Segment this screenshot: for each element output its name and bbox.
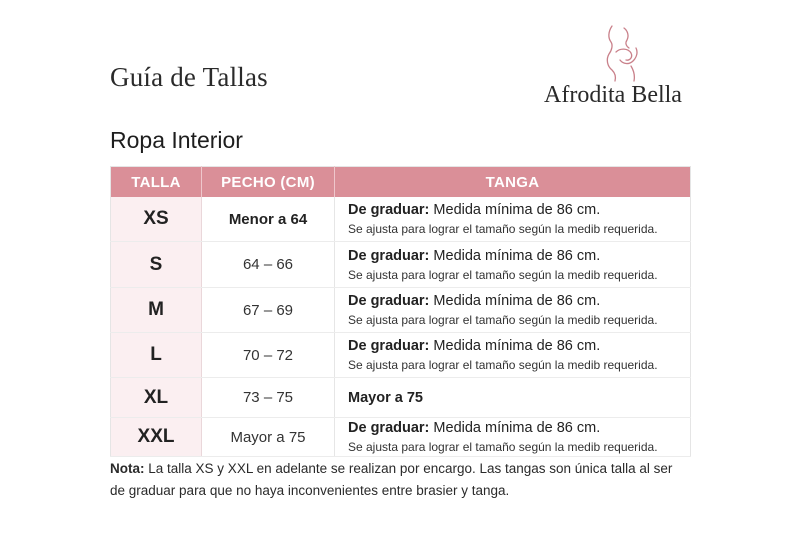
thong-minimum: Medida mínima de 86 cm. bbox=[433, 338, 601, 354]
thong-cell bbox=[335, 333, 691, 378]
chest-cell: 73 – 75 bbox=[202, 378, 335, 418]
chest-cell: 64 – 66 bbox=[202, 242, 335, 288]
thong-cell bbox=[335, 418, 691, 457]
thong-minimum: Medida mínima de 86 cm. bbox=[433, 420, 601, 436]
chest-cell: 67 – 69 bbox=[202, 288, 335, 333]
woman-silhouette-logo-icon bbox=[598, 24, 644, 82]
table-row bbox=[111, 197, 691, 242]
table-row bbox=[111, 242, 691, 288]
chest-cell: 70 – 72 bbox=[202, 333, 335, 378]
column-header-thong: TANGA bbox=[335, 167, 691, 198]
thong-main: Mayor a 75 bbox=[348, 389, 423, 406]
thong-note: Se ajusta para lograr el tamaño según la medib requerida. bbox=[348, 267, 658, 282]
thong-minimum: Medida mínima de 86 cm. bbox=[433, 247, 601, 264]
footnote-label: Nota: bbox=[110, 461, 145, 476]
chest-cell: Mayor a 75 bbox=[202, 418, 335, 457]
table-header-row bbox=[111, 167, 691, 198]
thong-note: Se ajusta para lograr el tamaño según la medib requerida. bbox=[348, 358, 658, 372]
brand-name: Afrodita Bella bbox=[544, 82, 682, 108]
thong-cell bbox=[335, 197, 691, 242]
table-row bbox=[111, 333, 691, 378]
page-title: Guía de Tallas bbox=[110, 62, 268, 92]
thong-cell bbox=[335, 288, 691, 333]
chest-cell: Menor a 64 bbox=[202, 197, 335, 242]
table-row bbox=[111, 288, 691, 333]
thong-cell bbox=[335, 378, 691, 418]
brand-logo bbox=[540, 24, 700, 114]
size-cell: S bbox=[111, 242, 202, 288]
section-title: Ropa Interior bbox=[110, 127, 243, 153]
column-header-chest: PECHO (CM) bbox=[202, 167, 335, 198]
size-cell: XXL bbox=[111, 418, 202, 457]
thong-prefix: De graduar: bbox=[348, 202, 430, 218]
thong-prefix: De graduar: bbox=[348, 247, 430, 264]
thong-minimum: Medida mínima de 86 cm. bbox=[433, 202, 601, 218]
size-cell: L bbox=[111, 333, 202, 378]
thong-prefix: De graduar: bbox=[348, 338, 430, 354]
table-row bbox=[111, 378, 691, 418]
size-cell: XS bbox=[111, 197, 202, 242]
footnote-text: La talla XS y XXL en adelante se realizan por encargo. Las tangas son única talla al ser de graduar para que no haya inconvenientes entre brasier y tanga. bbox=[110, 461, 673, 498]
thong-note: Se ajusta para lograr el tamaño según la medib requerida. bbox=[348, 313, 658, 327]
column-header-size: TALLA bbox=[111, 167, 202, 198]
thong-note: Se ajusta para lograr el tamaño según la medib requerida. bbox=[348, 440, 658, 454]
thong-prefix: De graduar: bbox=[348, 420, 430, 436]
size-table bbox=[110, 166, 691, 457]
table-row bbox=[111, 418, 691, 457]
thong-minimum: Medida mínima de 86 cm. bbox=[433, 293, 601, 309]
footnote bbox=[110, 458, 690, 502]
thong-prefix: De graduar: bbox=[348, 293, 430, 309]
size-cell: XL bbox=[111, 378, 202, 418]
size-cell: M bbox=[111, 288, 202, 333]
thong-cell bbox=[335, 242, 691, 288]
thong-note: Se ajusta para lograr el tamaño según la medib requerida. bbox=[348, 222, 658, 236]
